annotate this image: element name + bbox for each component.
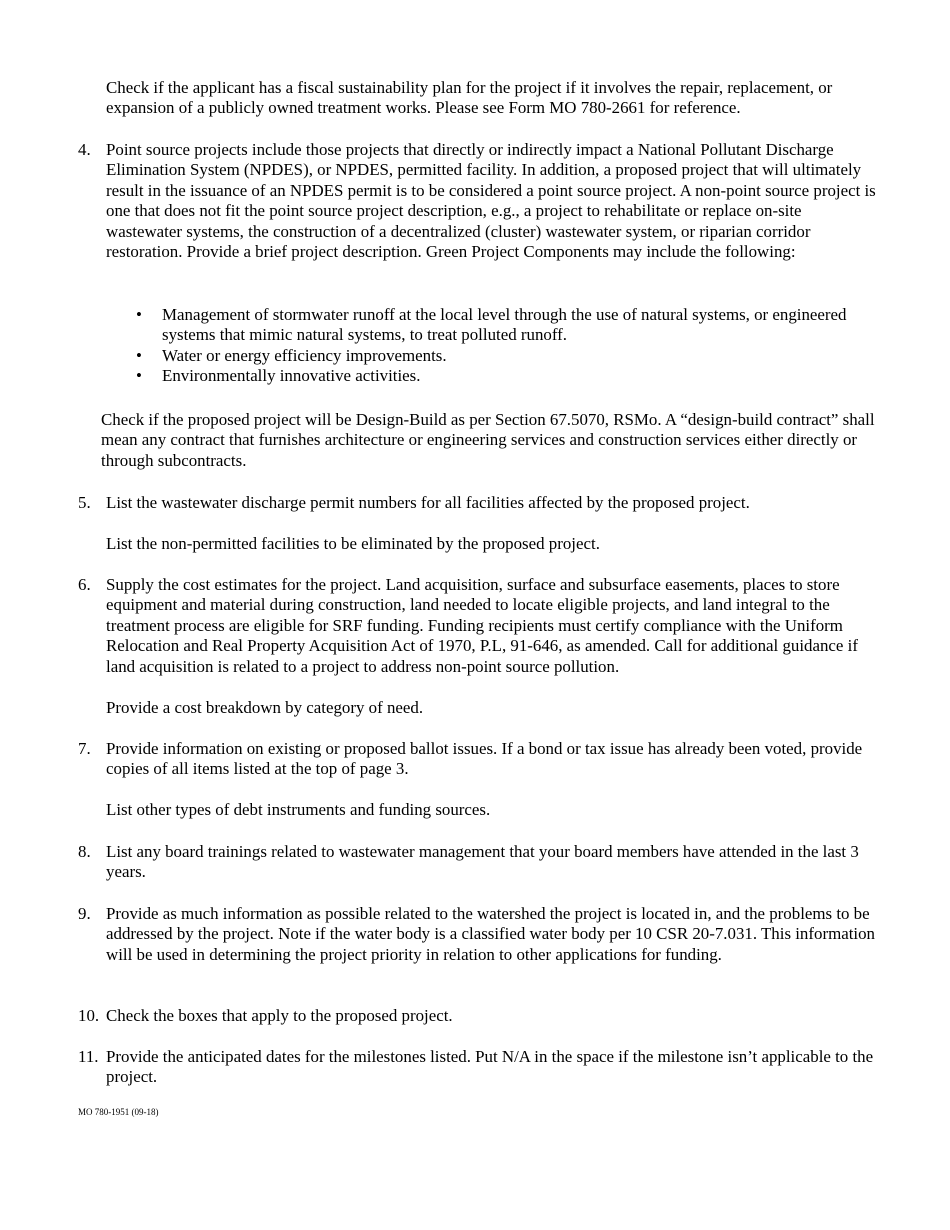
bullet-icon: • xyxy=(136,366,142,386)
item-9-paragraph: Provide as much information as possible related to the watershed the project is located in, and the problems to be addressed by the project. Note if the water body is a classified water body per 10 CSR 20-7.031. This information will be used in determining the project priority in relation to other applications for funding. xyxy=(106,904,875,964)
item-8-paragraph: List any board trainings related to wastewater management that your board members have attended in the last 3 years. xyxy=(106,842,859,882)
list-item-text: Management of stormwater runoff at the local level through the use of natural systems, or engineered systems that mimic natural systems, to treat polluted runoff. xyxy=(162,305,847,345)
form-id-footer: MO 780-1951 (09-18) xyxy=(78,1107,159,1117)
item-number-6: 6. xyxy=(78,575,91,594)
item-5-paragraph-2: List the non-permitted facilities to be eliminated by the proposed project. xyxy=(106,534,600,553)
list-item-text: Environmentally innovative activities. xyxy=(162,366,421,386)
item-number-5: 5. xyxy=(78,493,91,512)
item-11-paragraph: Provide the anticipated dates for the milestones listed. Put N/A in the space if the milestone isn’t applicable to the project. xyxy=(106,1047,874,1087)
item-number-7: 7. xyxy=(78,739,91,758)
item-10-paragraph: Check the boxes that apply to the proposed project. xyxy=(106,1006,453,1025)
item-7-paragraph-2: List other types of debt instruments and funding sources. xyxy=(106,800,491,819)
intro-paragraph: Check if the applicant has a fiscal sustainability plan for the project if it involves the repair, replacement, or expansion of a publicly owned treatment works. Please see Form MO 780-2661 for reference. xyxy=(106,78,833,118)
green-components-list xyxy=(106,305,876,387)
item-6-paragraph-2: Provide a cost breakdown by category of need. xyxy=(106,698,424,717)
design-build-paragraph: Check if the proposed project will be Design-Build as per Section 67.5070, RSMo. A “design-build contract” shall mean any contract that furnishes architecture or engineering services and construction services either directly or through subcontracts. xyxy=(101,410,875,470)
item-number-10: 10. xyxy=(78,1006,100,1025)
item-6-paragraph: Supply the cost estimates for the project. Land acquisition, surface and subsurface easements, places to store equipment and material during construction, land needed to locate eligible projects, and land integral to the treatment process are eligible for SRF funding. Funding recipients must certify compliance with the Uniform Relocation and Real Property Acquisition Act of 1970, P.L, 91-646, as amended. Call for additional guidance if land acquisition is related to a project to address non-point source pollution. xyxy=(106,575,858,676)
list-item xyxy=(106,305,876,346)
item-number-9: 9. xyxy=(78,904,91,923)
item-number-8: 8. xyxy=(78,842,91,861)
bullet-icon: • xyxy=(136,305,142,324)
item-7-paragraph: Provide information on existing or proposed ballot issues. If a bond or tax issue has already been voted, provide copies of all items listed at the top of page 3. xyxy=(106,739,863,779)
item-number-4: 4. xyxy=(78,140,91,159)
bullet-icon: • xyxy=(136,345,142,365)
list-item-text: Water or energy efficiency improvements. xyxy=(162,345,447,365)
item-4-paragraph: Point source projects include those projects that directly or indirectly impact a National Pollutant Discharge Elimination System (NPDES), or NPDES, permitted facility. In addition, a proposed project that will ultimately result in the issuance of an NPDES permit is to be considered a point source project. A non-point source project is one that does not fit the point source project description, e.g., a project to rehabilitate or replace on-site wastewater systems, the construction of a decentralized (cluster) wastewater system, or riparian corridor restoration. Provide a brief project description. Green Project Components may include the following: xyxy=(106,140,876,262)
item-number-11: 11. xyxy=(78,1047,99,1066)
list-item xyxy=(106,366,876,386)
list-item xyxy=(106,346,876,366)
item-5-paragraph: List the wastewater discharge permit numbers for all facilities affected by the proposed project. xyxy=(106,493,750,512)
